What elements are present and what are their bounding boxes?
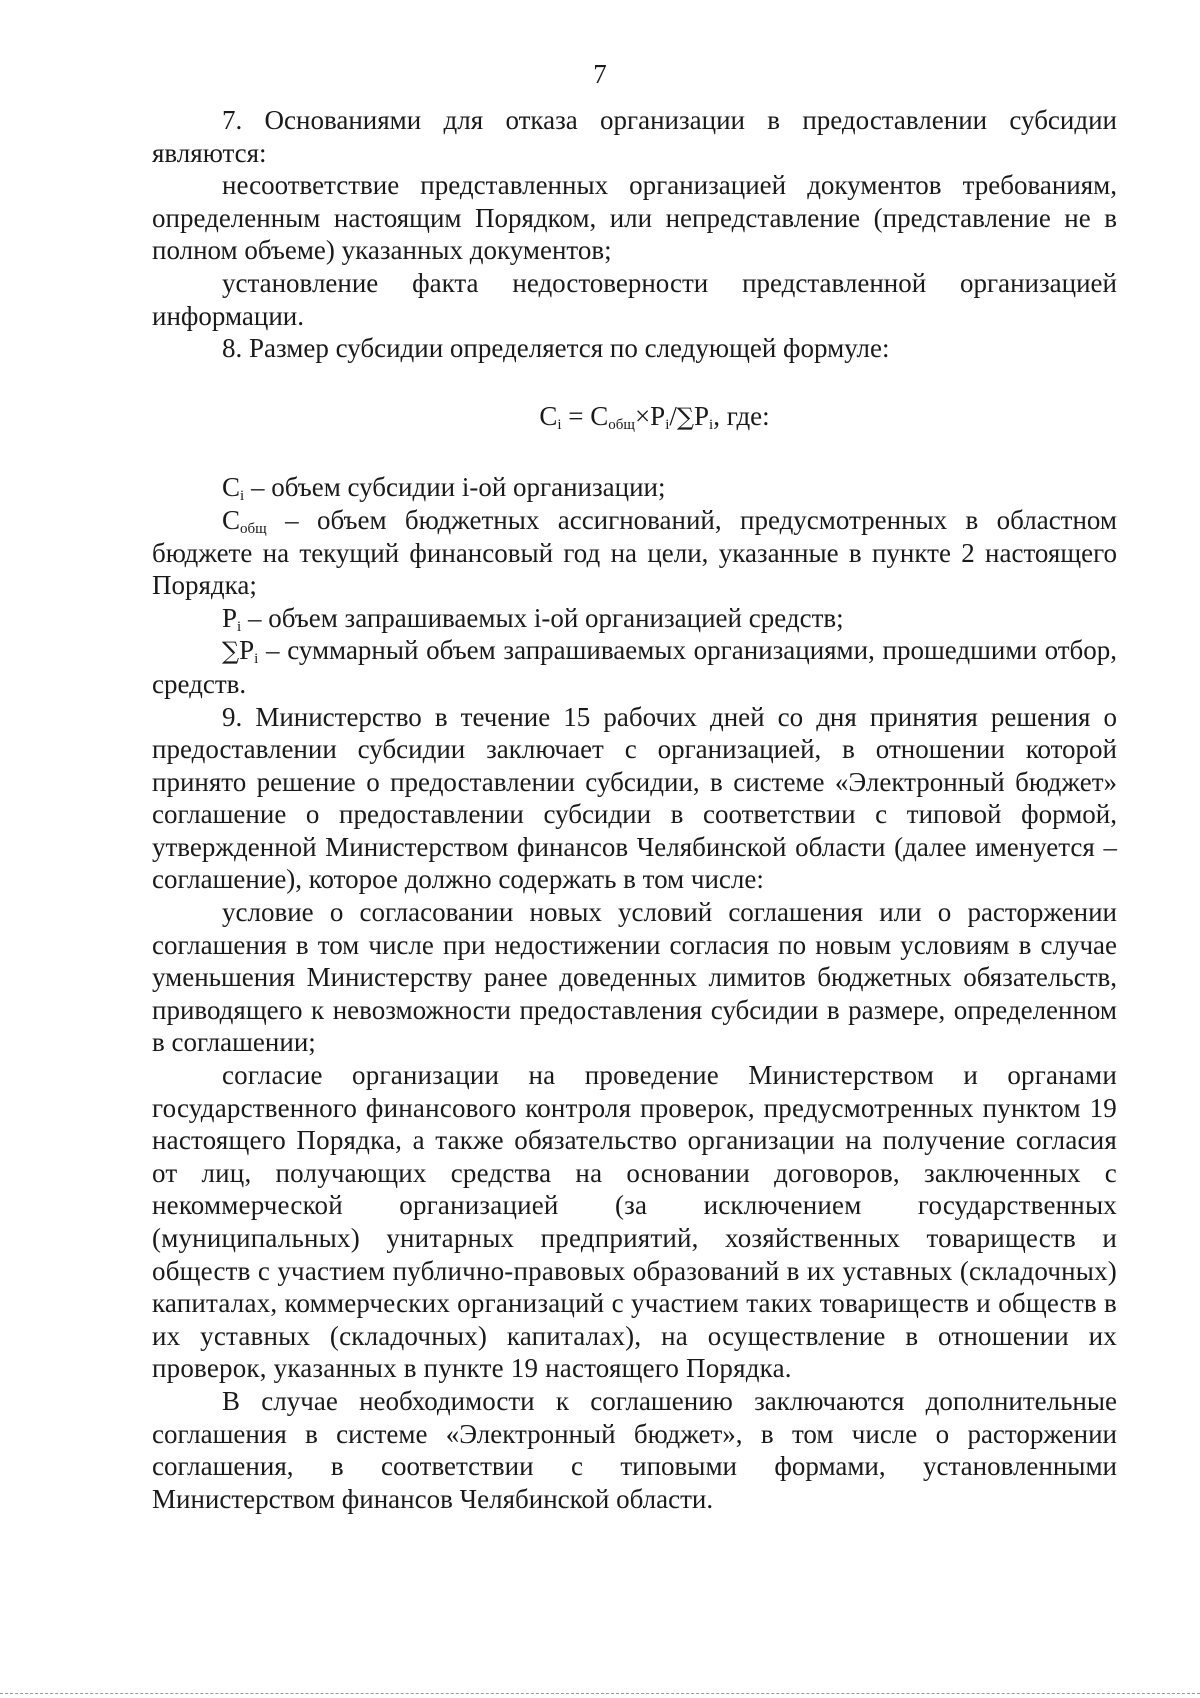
definition-symbol: P	[222, 602, 238, 633]
paragraph-agreement-condition: условие о согласовании новых условий соглашения или о расторжении соглашения в том числе при недостижении согласия по новым условиям в случае уменьшения Министерству ранее доведенных лимитов бюджетных обязательств, приводящего к невозможности предоставления субсидии в размере, определенном в соглашении;	[152, 897, 1117, 1058]
formula-sub-obsh: общ	[608, 416, 635, 433]
formula-sub-i3: i	[709, 416, 714, 433]
definition-symbol: P	[239, 635, 255, 666]
formula-c: C	[539, 400, 558, 431]
definition-symbol: C	[222, 472, 241, 503]
definition-subscript: общ	[240, 520, 267, 537]
paragraph-refusal-reason-2: установление факта недостоверности представленной организацией информации.	[152, 267, 1117, 331]
formula-divide: /	[669, 400, 677, 431]
definition-text: – суммарный объем запрашиваемых организациями, прошедшими отбор, средств.	[152, 635, 1117, 699]
definition-ci	[152, 471, 1117, 504]
formula-p: P	[694, 400, 710, 431]
definition-symbol: C	[222, 504, 241, 535]
page-number: 7	[593, 59, 607, 89]
paragraph-9: 9. Министерство в течение 15 рабочих дней со дня принятия решения о предоставлении субсидии заключает с организацией, в отношении которой принято решение о предоставлении субсидии, в системе «Электронный бюджет» соглашение о предоставлении субсидии в соответствии с типовой формой, утвержденной Министерством финансов Челябинской области (далее именуется – соглашение), которое должно содержать в том числе:	[152, 701, 1117, 895]
formula-sub-i2: i	[665, 416, 670, 433]
paragraph-8: 8. Размер субсидии определяется по следующей формуле:	[222, 333, 890, 364]
formula-equals: = C	[561, 400, 609, 431]
definition-sum-pi	[152, 634, 1117, 700]
scan-bottom-edge	[0, 1693, 1200, 1694]
definition-sum-sign: ∑	[222, 637, 240, 666]
subsidy-formula	[152, 400, 1117, 434]
paragraph-additional-agreements: В случае необходимости к соглашению заключаются дополнительные соглашения в системе «Электронный бюджет», в том числе о расторжении соглашения, в соответствии с типовыми формами, установленными Министерством финансов Челябинской области.	[152, 1385, 1117, 1514]
paragraph-refusal-reason-1: несоответствие представленных организацией документов требованиям, определенным настоящим Порядком, или непредставление (представление не в полном объеме) указанных документов;	[152, 170, 1117, 266]
formula-sum-sign: ∑	[676, 402, 695, 431]
formula-sub-i: i	[557, 416, 562, 433]
definition-subscript: i	[240, 488, 245, 505]
definition-text: – объем запрашиваемых i-ой организацией средств;	[241, 602, 844, 633]
definition-cobsh	[152, 504, 1117, 602]
paragraph-audit-consent: согласие организации на проведение Министерством и органами государственного финансового контроля проверок, предусмотренных пунктом 19 настоящего Порядка, а также обязательство организации на получение согласия от лиц, получающих средства на основании договоров, заключенных с некоммерческой организацией (за исключением государственных (муниципальных) унитарных предприятий, хозяйственных товариществ и обществ с участием публично-правовых образований в их уставных (складочных) капиталах, коммерческих организаций с участием таких товариществ и обществ в их уставных (складочных) капиталах), на осуществление в отношении их проверок, указанных в пункте 19 настоящего Порядка.	[152, 1060, 1117, 1384]
paragraph-7: 7. Основаниями для отказа организации в предоставлении субсидии являются:	[152, 105, 1117, 168]
definition-pi	[152, 602, 1117, 635]
formula-tail: , где:	[713, 400, 770, 431]
formula-times-p: ×P	[634, 400, 666, 431]
definition-subscript: i	[237, 618, 242, 635]
definition-subscript: i	[254, 651, 259, 668]
definition-text: – объем бюджетных ассигнований, предусмотренных в областном бюджете на текущий финансовый год на цели, указанные в пункте 2 настоящего Порядка;	[152, 504, 1117, 601]
document-body	[152, 104, 1117, 1515]
definition-text: – объем субсидии i-ой организации;	[244, 472, 666, 503]
